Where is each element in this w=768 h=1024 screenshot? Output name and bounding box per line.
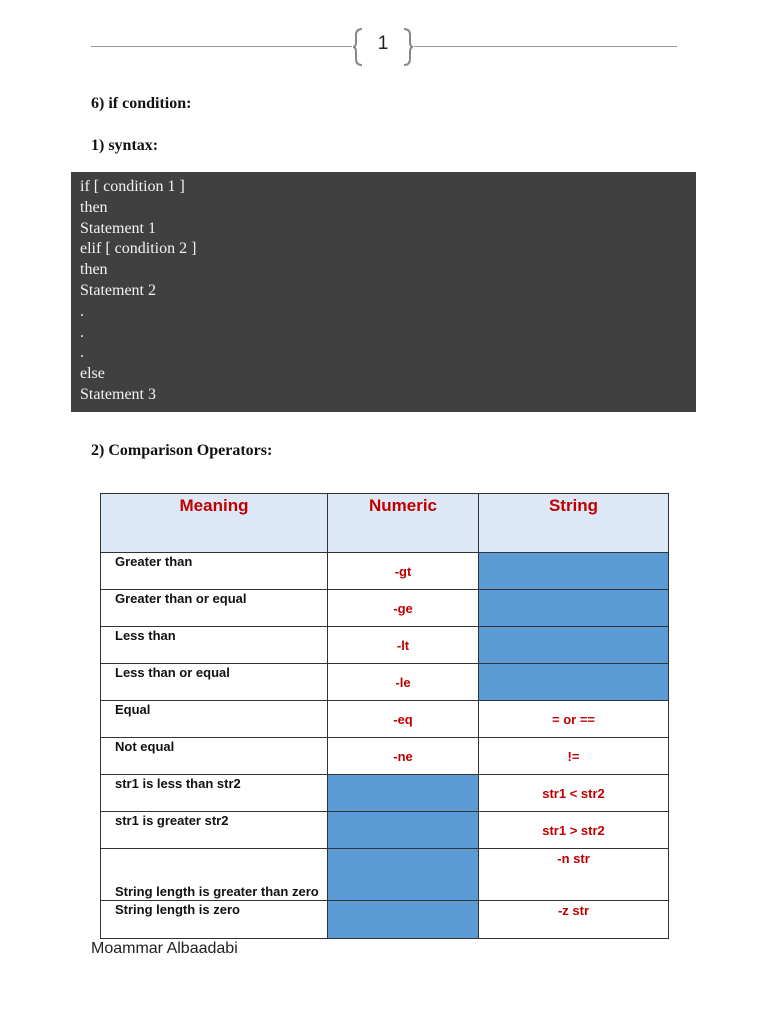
cell-string: -z str bbox=[479, 901, 669, 939]
cell-meaning: str1 is less than str2 bbox=[101, 775, 328, 812]
cell-string-empty bbox=[479, 590, 669, 627]
code-line: . bbox=[80, 302, 84, 320]
table-row bbox=[101, 812, 669, 849]
section-title: 6) if condition: bbox=[91, 95, 192, 112]
cell-numeric: -ge bbox=[328, 590, 479, 627]
code-line: elif [ condition 2 ] bbox=[80, 240, 197, 258]
cell-meaning: Not equal bbox=[101, 738, 328, 775]
cell-numeric-empty bbox=[328, 901, 479, 939]
cell-numeric-empty bbox=[328, 775, 479, 812]
cell-string: str1 > str2 bbox=[479, 812, 669, 849]
table-row bbox=[101, 664, 669, 701]
cell-string: = or == bbox=[479, 701, 669, 738]
code-line: Statement 2 bbox=[80, 281, 156, 299]
cell-meaning: Equal bbox=[101, 701, 328, 738]
cell-numeric: -le bbox=[328, 664, 479, 701]
code-line: Statement 3 bbox=[80, 385, 156, 403]
header-numeric: Numeric bbox=[328, 494, 479, 553]
cell-meaning: Less than or equal bbox=[101, 664, 328, 701]
header-rule-left bbox=[91, 46, 352, 47]
cell-numeric: -gt bbox=[328, 553, 479, 590]
table-row bbox=[101, 553, 669, 590]
cell-numeric-empty bbox=[328, 849, 479, 901]
header-rule-right bbox=[414, 46, 677, 47]
cell-string: str1 < str2 bbox=[479, 775, 669, 812]
comparison-heading: 2) Comparison Operators: bbox=[91, 442, 273, 459]
cell-meaning: Less than bbox=[101, 627, 328, 664]
cell-string-empty bbox=[479, 664, 669, 701]
code-line: then bbox=[80, 198, 108, 216]
table-row bbox=[101, 738, 669, 775]
cell-string-empty bbox=[479, 553, 669, 590]
header-string: String bbox=[479, 494, 669, 553]
cell-numeric: -eq bbox=[328, 701, 479, 738]
header-meaning: Meaning bbox=[101, 494, 328, 553]
cell-string: != bbox=[479, 738, 669, 775]
cell-string: -n str bbox=[479, 849, 669, 901]
code-line: then bbox=[80, 261, 108, 279]
code-line: . bbox=[80, 323, 84, 341]
page-number-badge bbox=[352, 26, 414, 68]
cell-numeric: -lt bbox=[328, 627, 479, 664]
table-row bbox=[101, 701, 669, 738]
code-line: if [ condition 1 ] bbox=[80, 178, 185, 195]
syntax-heading: 1) syntax: bbox=[91, 137, 159, 154]
comparison-operators-table bbox=[100, 493, 669, 939]
table-row bbox=[101, 849, 669, 901]
table-row bbox=[101, 901, 669, 939]
table-row bbox=[101, 775, 669, 812]
code-line: Statement 1 bbox=[80, 219, 156, 237]
footer-author: Moammar Albaadabi bbox=[91, 940, 238, 957]
code-block bbox=[71, 172, 696, 412]
cell-string-empty bbox=[479, 627, 669, 664]
table-header-row bbox=[101, 494, 669, 553]
cell-meaning: Greater than or equal bbox=[101, 590, 328, 627]
code-line: . bbox=[80, 344, 84, 362]
table-row bbox=[101, 590, 669, 627]
page-number: 1 bbox=[377, 33, 389, 54]
code-line: else bbox=[80, 365, 105, 383]
cell-meaning: Greater than bbox=[101, 553, 328, 590]
cell-meaning: str1 is greater str2 bbox=[101, 812, 328, 849]
cell-meaning: String length is zero bbox=[101, 901, 328, 939]
cell-numeric-empty bbox=[328, 812, 479, 849]
table-row bbox=[101, 627, 669, 664]
cell-numeric: -ne bbox=[328, 738, 479, 775]
cell-meaning: String length is greater than zero bbox=[101, 849, 328, 901]
